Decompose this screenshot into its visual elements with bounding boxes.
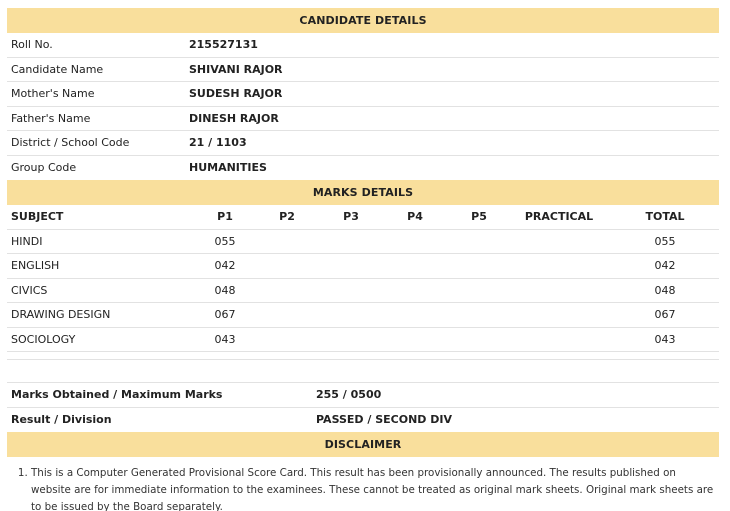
table-row — [7, 254, 719, 279]
field-label: Mother's Name — [11, 87, 95, 100]
column-header-subject: SUBJECT — [11, 210, 64, 223]
table-row — [7, 303, 719, 328]
column-header-p2: P2 — [279, 210, 295, 223]
disclaimer-header: DISCLAIMER — [7, 432, 719, 457]
field-row-candidate-name — [7, 58, 719, 83]
table-divider — [7, 352, 719, 360]
column-header-p1: P1 — [217, 210, 233, 223]
total-cell: 048 — [654, 283, 676, 297]
disclaimer-list — [15, 465, 715, 511]
p1-cell: 048 — [214, 283, 236, 297]
field-label: Father's Name — [11, 111, 91, 125]
column-header-p4: P4 — [407, 210, 423, 223]
field-value: 21 / 1103 — [189, 136, 247, 149]
disclaimer-item: 1. This is a Computer Generated Provisional Score Card. This result has been provisionally announced. The results published on website are for immediate information to the examinees. These cannot be treated as original mark sheets. Original mark sheets are to be issued by the Board separately. — [31, 465, 715, 511]
table-spacer — [7, 360, 719, 383]
result-value: PASSED / SECOND DIV — [316, 412, 453, 426]
marks-details-header: MARKS DETAILS — [7, 180, 719, 205]
field-value: DINESH RAJOR — [189, 111, 279, 125]
subject-cell: SOCIOLOGY — [11, 332, 76, 346]
score-card — [7, 8, 719, 511]
p1-cell: 055 — [214, 234, 236, 248]
column-header-p3: P3 — [343, 210, 359, 223]
marks-summary-value: 255 / 0500 — [316, 388, 382, 401]
field-label: Group Code — [11, 160, 77, 174]
marks-table-header — [7, 205, 719, 230]
candidate-details-header: CANDIDATE DETAILS — [7, 8, 719, 33]
total-cell: 067 — [654, 308, 676, 321]
subject-cell: ENGLISH — [11, 259, 60, 272]
field-value: HUMANITIES — [189, 160, 267, 174]
field-value: 215527131 — [189, 38, 258, 51]
field-label: Roll No. — [11, 38, 53, 51]
column-header-practical: PRACTICAL — [524, 210, 594, 223]
p1-cell: 043 — [214, 332, 236, 346]
field-row-fathers-name — [7, 107, 719, 132]
p1-cell: 042 — [214, 259, 236, 272]
table-row — [7, 328, 719, 353]
field-value: SUDESH RAJOR — [189, 87, 283, 100]
column-header-total: TOTAL — [645, 210, 685, 223]
table-row — [7, 279, 719, 304]
field-label: District / School Code — [11, 136, 130, 149]
field-row-district-school-code — [7, 131, 719, 156]
result-label: Result / Division — [11, 412, 112, 426]
field-row-group-code — [7, 156, 719, 181]
result-row — [7, 408, 719, 433]
disclaimer-body — [7, 457, 719, 511]
field-label: Candidate Name — [11, 62, 104, 76]
subject-cell: CIVICS — [11, 283, 48, 297]
total-cell: 055 — [654, 234, 676, 248]
total-cell: 042 — [654, 259, 676, 272]
total-cell: 043 — [654, 332, 676, 346]
marks-summary-row — [7, 383, 719, 408]
table-row — [7, 230, 719, 255]
field-value: SHIVANI RAJOR — [189, 62, 283, 76]
field-row-roll-no — [7, 33, 719, 58]
column-header-p5: P5 — [471, 210, 487, 223]
subject-cell: HINDI — [11, 234, 43, 248]
field-row-mothers-name — [7, 82, 719, 107]
marks-summary-label: Marks Obtained / Maximum Marks — [11, 388, 223, 401]
p1-cell: 067 — [214, 308, 236, 321]
subject-cell: DRAWING DESIGN — [11, 308, 111, 321]
